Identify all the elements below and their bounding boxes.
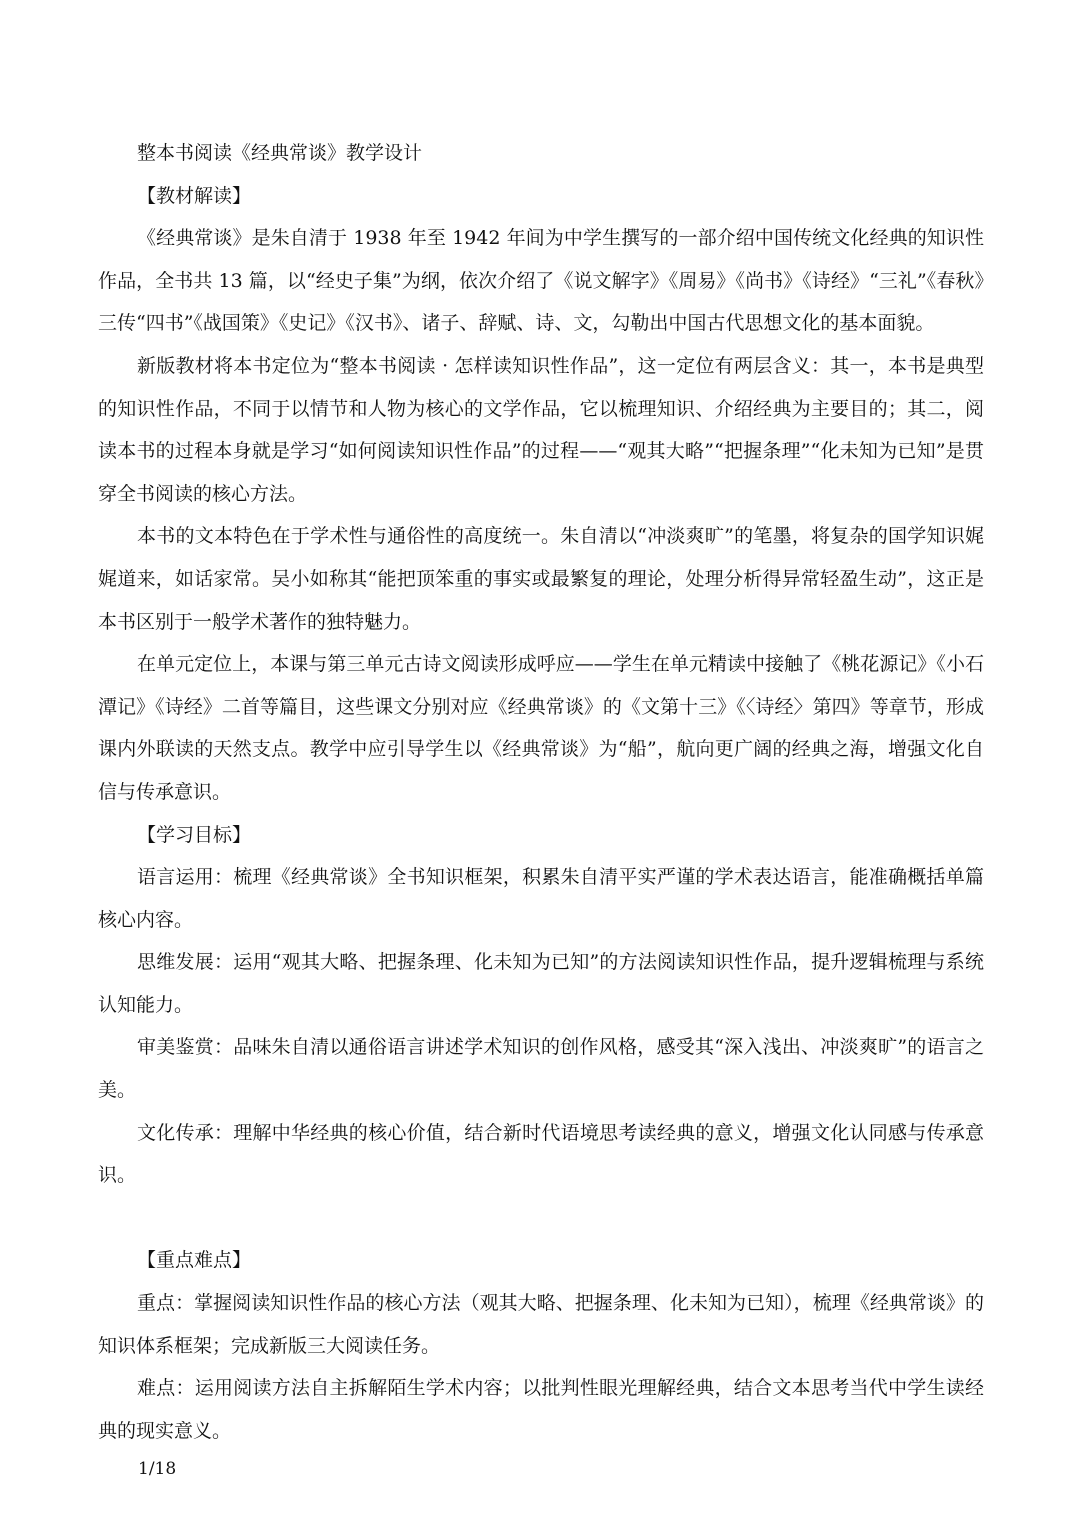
paragraph: 思维发展：运用“观其大略、把握条理、化未知为已知”的方法阅读知识性作品，提升逻辑梳理与系统认知能力。 [98, 951, 984, 1016]
section-heading-textbook-analysis: 【教材解读】 [137, 184, 252, 207]
paragraph: 本书的文本特色在于学术性与通俗性的高度统一。朱自清以“冲淡爽旷”的笔墨，将复杂的国学知识娓娓道来，如话家常。吴小如称其“能把顶笨重的事实或最繁复的理论，处理分析得异常轻盈生动”，这正是本书区别于一般学术著作的独特魅力。 [98, 525, 984, 633]
paragraph: 审美鉴赏：品味朱自清以通俗语言讲述学术知识的创作风格，感受其“深入浅出、冲淡爽旷”的语言之美。 [98, 1036, 984, 1102]
paragraph: 语言运用：梳理《经典常谈》全书知识框架，积累朱自清平实严谨的学术表达语言，能准确概括单篇核心内容。 [98, 866, 984, 931]
spacer [98, 1197, 984, 1240]
paragraph: 难点：运用阅读方法自主拆解陌生学术内容；以批判性眼光理解经典，结合文本思考当代中学生读经典的现实意义。 [98, 1377, 984, 1442]
paragraph: 新版教材将本书定位为“整本书阅读 · 怎样读知识性作品”，这一定位有两层含义：其一，本书是典型的知识性作品，不同于以情节和人物为核心的文学作品，它以梳理知识、介绍经典为主要目的；其二，阅读本书的过程本身就是学习“如何阅读知识性作品”的过程——“观其大略”“把握条理”“化未知为已知”是贯穿全书阅读的核心方法。 [98, 354, 984, 505]
paragraph: 在单元定位上，本课与第三单元古诗文阅读形成呼应——学生在单元精读中接触了《桃花源记》《小石潭记》《诗经》二首等篇目，这些课文分别对应《经典常谈》的《文第十三》《〈诗经〉第四》等章节，形成课内外联读的天然支点。教学中应引导学生以《经典常谈》为“船”，航向更广阔的经典之海，增强文化自信与传承意识。 [98, 653, 984, 803]
document-title: 整本书阅读《经典常谈》教学设计 [137, 142, 423, 164]
document-page [98, 132, 984, 1452]
paragraph: 文化传承：理解中华经典的核心价值，结合新时代语境思考读经典的意义，增强文化认同感与传承意识。 [98, 1121, 984, 1187]
paragraph: 重点：掌握阅读知识性作品的核心方法（观其大略、把握条理、化未知为已知），梳理《经典常谈》的知识体系框架；完成新版三大阅读任务。 [98, 1292, 984, 1357]
section-heading-learning-goals: 【学习目标】 [137, 823, 252, 846]
paragraph: 《经典常谈》是朱自清于 1938 年至 1942 年间为中学生撰写的一部介绍中国传统文化经典的知识性作品，全书共 13 篇，以“经史子集”为纲，依次介绍了《说文解字》《周易》《尚书》《诗经》“三礼”《春秋》三传“四书”《战国策》《史记》《汉书》、诸子、辞赋、诗、文，勾勒出中国古代思想文化的基本面貌。 [98, 227, 984, 335]
page-number: 1/18 [138, 1459, 177, 1479]
section-heading-key-difficult-points: 【重点难点】 [137, 1249, 252, 1272]
